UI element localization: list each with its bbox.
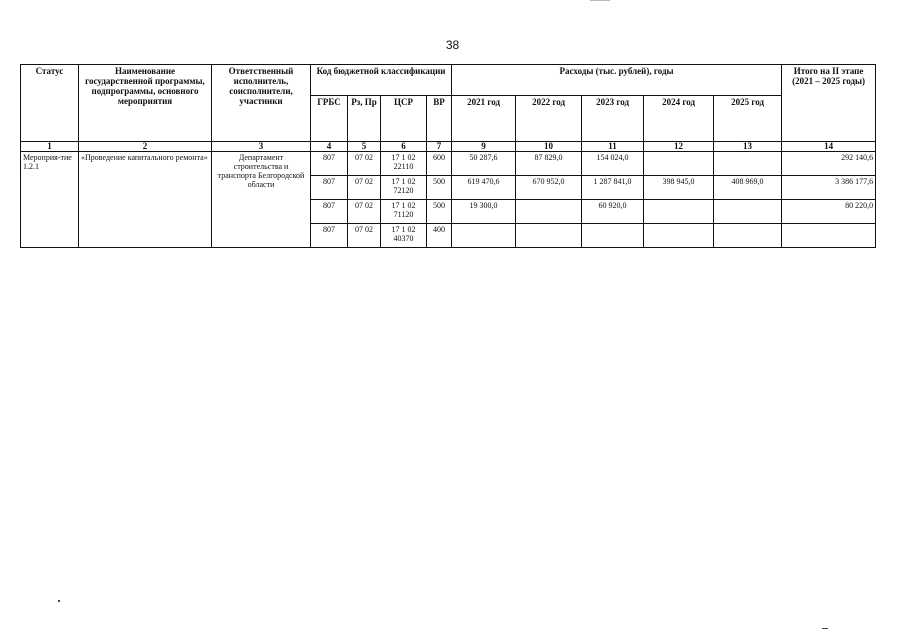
cell-grbs: 807 <box>311 176 348 200</box>
cell-vr: 600 <box>427 152 452 176</box>
header-vr: ВР <box>427 96 452 142</box>
header-grbs: ГРБС <box>311 96 348 142</box>
header-status: Статус <box>21 65 79 142</box>
column-number: 1 <box>21 142 79 152</box>
scan-artifact <box>590 0 610 1</box>
header-year-2022: 2022 год <box>516 96 582 142</box>
table-row <box>21 152 876 176</box>
column-number: 14 <box>782 142 876 152</box>
column-number: 12 <box>644 142 714 152</box>
cell-rzpr: 07 02 <box>348 152 381 176</box>
header-expenses: Расходы (тыс. рублей), годы <box>452 65 782 96</box>
column-number: 4 <box>311 142 348 152</box>
cell-2021: 19 300,0 <box>452 200 516 224</box>
header-year-2023: 2023 год <box>582 96 644 142</box>
column-number: 6 <box>381 142 427 152</box>
header-name: Наименование государственной программы, подпрограммы, основного мероприятия <box>79 65 212 142</box>
entry-status: Мероприя-тие 1.2.1 <box>21 152 79 248</box>
cell-total <box>782 224 876 248</box>
cell-2024 <box>644 152 714 176</box>
header-rzpr: Рз, Пр <box>348 96 381 142</box>
column-number: 3 <box>212 142 311 152</box>
cell-2023: 154 024,0 <box>582 152 644 176</box>
header-budget-code: Код бюджетной классификации <box>311 65 452 96</box>
cell-2022: 87 829,0 <box>516 152 582 176</box>
page-number: 38 <box>445 38 460 52</box>
header-year-2021: 2021 год <box>452 96 516 142</box>
cell-rzpr: 07 02 <box>348 224 381 248</box>
cell-2025 <box>714 224 782 248</box>
header-total: Итого на II этапе (2021 – 2025 годы) <box>782 65 876 142</box>
header-year-2024: 2024 год <box>644 96 714 142</box>
cell-csr: 17 1 02 22110 <box>381 152 427 176</box>
scan-speck <box>822 628 828 629</box>
cell-rzpr: 07 02 <box>348 200 381 224</box>
column-number: 10 <box>516 142 582 152</box>
cell-2021 <box>452 224 516 248</box>
cell-2025 <box>714 200 782 224</box>
scan-speck <box>58 600 60 602</box>
cell-csr: 17 1 02 71120 <box>381 200 427 224</box>
cell-vr: 500 <box>427 176 452 200</box>
column-number: 5 <box>348 142 381 152</box>
cell-total: 292 140,6 <box>782 152 876 176</box>
cell-2025 <box>714 152 782 176</box>
cell-csr: 17 1 02 40370 <box>381 224 427 248</box>
column-number: 11 <box>582 142 644 152</box>
cell-2024 <box>644 200 714 224</box>
column-number: 7 <box>427 142 452 152</box>
header-year-2025: 2025 год <box>714 96 782 142</box>
cell-2022 <box>516 224 582 248</box>
cell-total: 3 386 177,6 <box>782 176 876 200</box>
cell-2021: 619 470,6 <box>452 176 516 200</box>
cell-grbs: 807 <box>311 224 348 248</box>
cell-2024: 398 945,0 <box>644 176 714 200</box>
header-responsible: Ответственный исполнитель, соисполнители, участники <box>212 65 311 142</box>
cell-rzpr: 07 02 <box>348 176 381 200</box>
cell-vr: 400 <box>427 224 452 248</box>
cell-2025: 408 969,0 <box>714 176 782 200</box>
cell-2023: 1 287 841,0 <box>582 176 644 200</box>
cell-csr: 17 1 02 72120 <box>381 176 427 200</box>
cell-vr: 500 <box>427 200 452 224</box>
entry-responsible: Департамент строительства и транспорта Белгородской области <box>212 152 311 248</box>
cell-grbs: 807 <box>311 200 348 224</box>
cell-2022: 670 952,0 <box>516 176 582 200</box>
header-csr: ЦСР <box>381 96 427 142</box>
cell-2021: 50 287,6 <box>452 152 516 176</box>
cell-2023: 60 920,0 <box>582 200 644 224</box>
cell-2022 <box>516 200 582 224</box>
cell-grbs: 807 <box>311 152 348 176</box>
cell-2023 <box>582 224 644 248</box>
column-number: 9 <box>452 142 516 152</box>
entry-name: «Проведение капитального ремонта» <box>79 152 212 248</box>
budget-expenses-table <box>20 64 876 248</box>
column-number: 2 <box>79 142 212 152</box>
column-number: 13 <box>714 142 782 152</box>
cell-total: 80 220,0 <box>782 200 876 224</box>
column-number-row <box>21 142 876 152</box>
cell-2024 <box>644 224 714 248</box>
